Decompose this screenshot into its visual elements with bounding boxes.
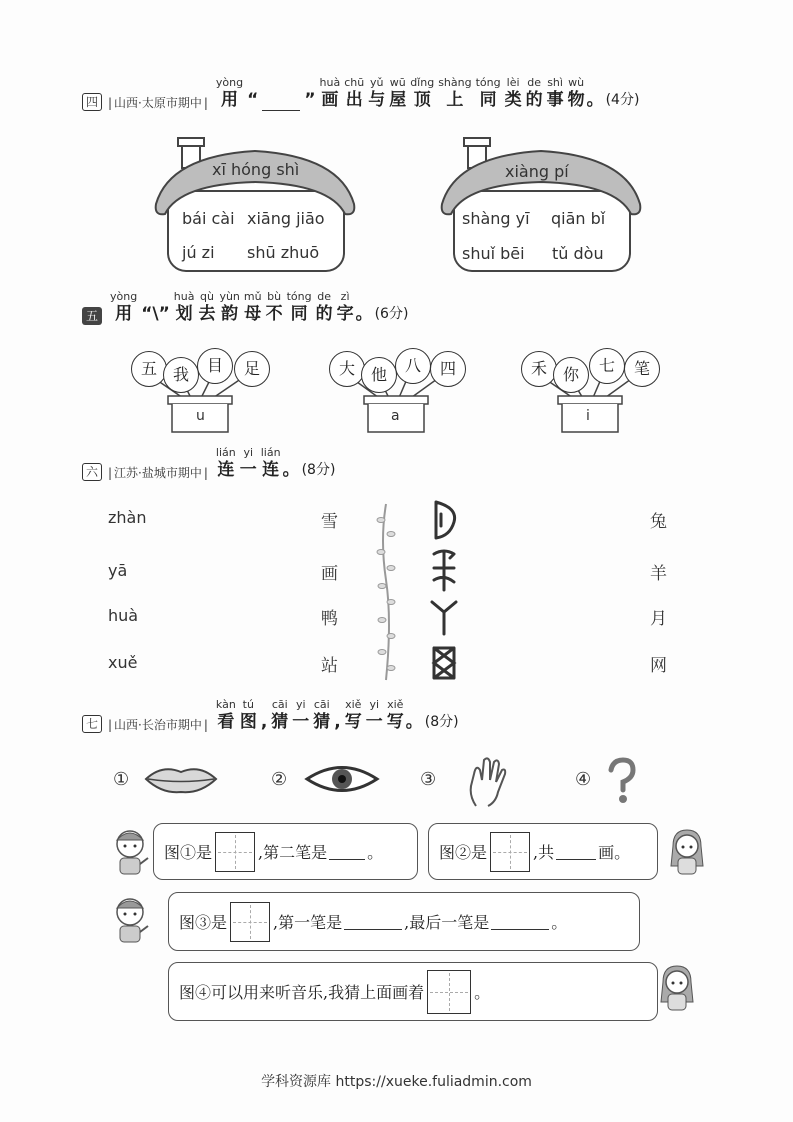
pinyin: bù: [267, 290, 282, 303]
points-label: (8分): [424, 714, 459, 730]
match-pinyin[interactable]: zhàn: [108, 508, 147, 527]
hanzi: 与: [368, 90, 386, 110]
pinyin: wù: [568, 76, 585, 89]
pinyin: xiě: [387, 698, 404, 711]
bubble-text: 图②是: [439, 843, 488, 862]
match-char[interactable]: 站: [321, 656, 338, 676]
ruby-word: [304, 76, 315, 111]
hanzi: “\”: [141, 304, 170, 324]
hanzi: 一: [239, 460, 257, 480]
tianzige-box[interactable]: [490, 832, 530, 872]
ruby-word: [568, 76, 585, 111]
ruby-word: [216, 76, 243, 111]
pinyin: chū: [344, 76, 365, 89]
hanzi: 一: [292, 712, 310, 732]
pinyin: de: [317, 290, 331, 303]
balloon-char[interactable]: 禾: [521, 351, 557, 387]
bubble-text: 图①是: [164, 843, 213, 862]
ruby-word: [110, 290, 137, 325]
ruby-word: [344, 76, 364, 111]
hanzi: 上: [446, 90, 464, 110]
picture-number: ②: [271, 769, 288, 790]
pinyin: lèi: [506, 76, 520, 89]
section-5-header: [82, 290, 408, 325]
pinyin: tóng: [475, 76, 501, 89]
hanzi: 不: [265, 304, 283, 324]
question-mark-icon: [603, 756, 639, 806]
pinyin: tóng: [286, 290, 312, 303]
hanzi: 连: [217, 460, 235, 480]
pinyin: yòng: [215, 76, 244, 89]
match-right-char[interactable]: 兔: [650, 512, 667, 532]
balloon-char[interactable]: 目: [197, 348, 233, 384]
balloon-char[interactable]: 笔: [624, 351, 660, 387]
tianzige-box[interactable]: [427, 970, 471, 1014]
section-number-badge: 六: [82, 463, 102, 481]
hanzi: ,: [260, 712, 268, 732]
pinyin: tú: [242, 698, 254, 711]
hanzi: 画: [321, 90, 339, 110]
ruby-word: [261, 698, 267, 733]
pinyin: shàng: [438, 76, 472, 89]
bubble-text: ,最后一笔是: [404, 913, 490, 932]
hanzi: 划: [175, 304, 193, 324]
ruby-word: [476, 76, 501, 111]
hanzi: 同: [479, 90, 497, 110]
pinyin: yòng: [110, 290, 138, 303]
tianzige-box[interactable]: [215, 832, 255, 872]
ruby-word: [287, 290, 312, 325]
instruction-text: [214, 446, 283, 481]
bubble-text: ,共: [533, 843, 555, 862]
pinyin: lián: [215, 446, 236, 459]
speech-bubble-2: [428, 823, 658, 880]
ruby-word: [316, 290, 333, 325]
pinyin: shì: [547, 76, 563, 89]
ruby-word: [438, 76, 471, 111]
hanzi: 猜: [313, 712, 331, 732]
match-pinyin[interactable]: yā: [108, 561, 128, 580]
section-number-badge: 七: [82, 715, 102, 733]
pinyin: yi: [243, 446, 254, 459]
ruby-word: [216, 698, 236, 733]
symbol-blank: [262, 96, 300, 111]
house-1-item[interactable]: xiāng jiāo: [247, 209, 325, 228]
hanzi: 字: [336, 304, 354, 324]
pinyin: kàn: [215, 698, 236, 711]
balloon-char[interactable]: 我: [163, 357, 199, 393]
ruby-word: [368, 76, 385, 111]
boy-avatar-icon: [108, 826, 152, 880]
hanzi: 图: [239, 712, 257, 732]
answer-blank[interactable]: [491, 913, 549, 930]
match-pinyin[interactable]: huà: [108, 606, 139, 625]
ruby-word: [320, 76, 341, 111]
picture-number: ①: [113, 769, 130, 790]
hanzi: 一: [365, 712, 383, 732]
pinyin: zì: [340, 290, 350, 303]
ruby-word: [505, 76, 522, 111]
instruction-end: 。: [586, 90, 604, 110]
hanzi: 韵: [221, 304, 239, 324]
ruby-word: [271, 698, 288, 733]
girl-avatar-icon: [665, 826, 709, 880]
hanzi: 连: [262, 460, 280, 480]
section-number-badge: 四: [82, 93, 102, 111]
vine-divider: [374, 500, 398, 684]
ruby-word: [387, 698, 404, 733]
source-label: | 江苏·盐城市期中 |: [108, 464, 208, 481]
house-2-item[interactable]: shàng yī: [462, 209, 530, 228]
match-right-char[interactable]: 网: [650, 656, 667, 676]
bubble-text: 图④可以用来听音乐,我猜上面画着: [179, 983, 425, 1002]
pinyin: yùn: [219, 290, 240, 303]
pinyin: lián: [260, 446, 281, 459]
basket-label: i: [586, 408, 590, 424]
balloon-char[interactable]: 大: [329, 351, 365, 387]
section-number-badge: 五: [82, 307, 102, 325]
picture-number: ③: [420, 769, 437, 790]
oracle-glyphs: [428, 498, 462, 688]
ruby-word: [292, 698, 309, 733]
bubble-text: 。: [474, 983, 491, 1002]
ruby-word: [266, 290, 283, 325]
hanzi: 写: [344, 712, 362, 732]
house-1-item[interactable]: jú zi: [182, 243, 215, 262]
points-label: (6分): [374, 306, 409, 322]
hanzi: 的: [315, 304, 333, 324]
ruby-word: [547, 76, 564, 111]
hanzi: 事: [546, 90, 564, 110]
hanzi: 物: [567, 90, 585, 110]
pinyin: yǔ: [369, 76, 384, 89]
house-2-item[interactable]: qiān bǐ: [551, 209, 606, 228]
hanzi: ,: [334, 712, 341, 732]
boy-avatar-icon: [108, 894, 152, 948]
hanzi: 出: [345, 90, 363, 110]
pinyin: yi: [369, 698, 380, 711]
section-6-header: [82, 446, 335, 481]
hanzi: 类: [504, 90, 522, 110]
section-7-header: [82, 698, 459, 733]
hanzi: 母: [244, 304, 262, 324]
instruction-end: 。: [282, 460, 300, 480]
hanzi: “: [247, 90, 259, 110]
source-label: | 山西·长治市期中 |: [108, 716, 208, 733]
bubble-text: ,第一笔是: [273, 913, 343, 932]
picture-number: ④: [575, 769, 592, 790]
points-label: (8分): [301, 462, 336, 478]
ruby-word: [410, 76, 434, 111]
ruby-word: [198, 290, 215, 325]
house-2-title: xiàng pí: [505, 162, 569, 181]
ruby-word: [366, 698, 383, 733]
ruby-word: [261, 446, 281, 481]
ruby-word: [219, 290, 239, 325]
basket-label: a: [391, 408, 400, 424]
pinyin: cāi: [313, 698, 330, 711]
match-right-char[interactable]: 月: [650, 609, 667, 629]
match-char[interactable]: 鸭: [321, 609, 338, 629]
bubble-text: 。: [551, 913, 568, 932]
ruby-word: [345, 698, 362, 733]
balloon-char[interactable]: 八: [395, 348, 431, 384]
balloon-char[interactable]: 你: [553, 357, 589, 393]
ruby-word: [240, 698, 257, 733]
pinyin: qù: [199, 290, 214, 303]
instruction-end: 。: [355, 304, 373, 324]
bubble-text: 图③是: [179, 913, 228, 932]
hanzi: 同: [290, 304, 308, 324]
speech-bubble-3: [168, 892, 640, 951]
hanzi: 写: [386, 712, 404, 732]
speech-bubble-4: [168, 962, 658, 1021]
house-2-item[interactable]: shuǐ bēi: [462, 244, 525, 263]
ruby-word: [216, 446, 236, 481]
hanzi: 的: [525, 90, 543, 110]
footer-source: 学科资源库 https://xueke.fuliadmin.com: [261, 1074, 532, 1090]
balloon-char[interactable]: 七: [589, 348, 625, 384]
bubble-text: ,第二笔是: [258, 843, 328, 862]
ruby-word: [526, 76, 543, 111]
ruby-word: [337, 290, 354, 325]
ruby-word: [174, 290, 195, 325]
instruction-text: [214, 76, 587, 111]
girl-avatar-icon: [655, 962, 699, 1016]
balloon-char[interactable]: 他: [361, 357, 397, 393]
ruby-word: [141, 290, 170, 325]
hand-icon: [462, 754, 514, 808]
match-char[interactable]: 雪: [321, 512, 338, 532]
balloon-char[interactable]: 四: [430, 351, 466, 387]
source-label: | 山西·太原市期中 |: [108, 94, 208, 111]
ruby-word: [240, 446, 257, 481]
ruby-word: [313, 698, 330, 733]
points-label: (4分): [605, 92, 640, 108]
answer-blank[interactable]: [329, 843, 365, 860]
bubble-text: 画。: [598, 843, 631, 862]
basket-label: u: [196, 408, 205, 424]
tianzige-box[interactable]: [230, 902, 270, 942]
pinyin: huà: [319, 76, 341, 89]
speech-bubble-1: [153, 823, 418, 880]
balloon-char[interactable]: 足: [234, 351, 270, 387]
pinyin: dǐng: [410, 76, 435, 89]
hanzi: 用: [221, 90, 239, 110]
ruby-word: [389, 76, 406, 111]
match-right-char[interactable]: 羊: [650, 564, 667, 584]
hanzi: ”: [304, 90, 316, 110]
hanzi: 看: [217, 712, 235, 732]
house-1-item[interactable]: bái cài: [182, 209, 235, 228]
pinyin: xiě: [345, 698, 362, 711]
bubble-text: 。: [367, 843, 384, 862]
answer-blank[interactable]: [556, 843, 596, 860]
answer-blank[interactable]: [344, 913, 402, 930]
pinyin: mǔ: [243, 290, 262, 303]
ruby-word: [244, 290, 262, 325]
balloon-char[interactable]: 五: [131, 351, 167, 387]
ruby-word: [334, 698, 340, 733]
instruction-text: [214, 698, 406, 733]
pinyin: cāi: [271, 698, 288, 711]
house-2-item[interactable]: tǔ dòu: [552, 244, 604, 263]
hanzi: 用: [115, 304, 133, 324]
pinyin: yi: [295, 698, 306, 711]
hanzi: 屋: [389, 90, 407, 110]
hanzi: 顶: [413, 90, 431, 110]
house-1-item[interactable]: shū zhuō: [247, 243, 320, 262]
pinyin: de: [527, 76, 541, 89]
pinyin: huà: [173, 290, 195, 303]
house-1-title: xī hóng shì: [212, 160, 300, 179]
instruction-end: 。: [405, 712, 423, 732]
eye-icon: [304, 762, 380, 796]
instruction-text: [108, 290, 356, 325]
match-char[interactable]: 画: [321, 564, 338, 584]
match-pinyin[interactable]: xuě: [108, 653, 138, 672]
section-4-header: [82, 76, 639, 111]
hanzi: 去: [198, 304, 216, 324]
ruby-word: [247, 76, 258, 111]
pinyin: wū: [389, 76, 406, 89]
hanzi: 猜: [271, 712, 289, 732]
lips-icon: [142, 762, 220, 796]
